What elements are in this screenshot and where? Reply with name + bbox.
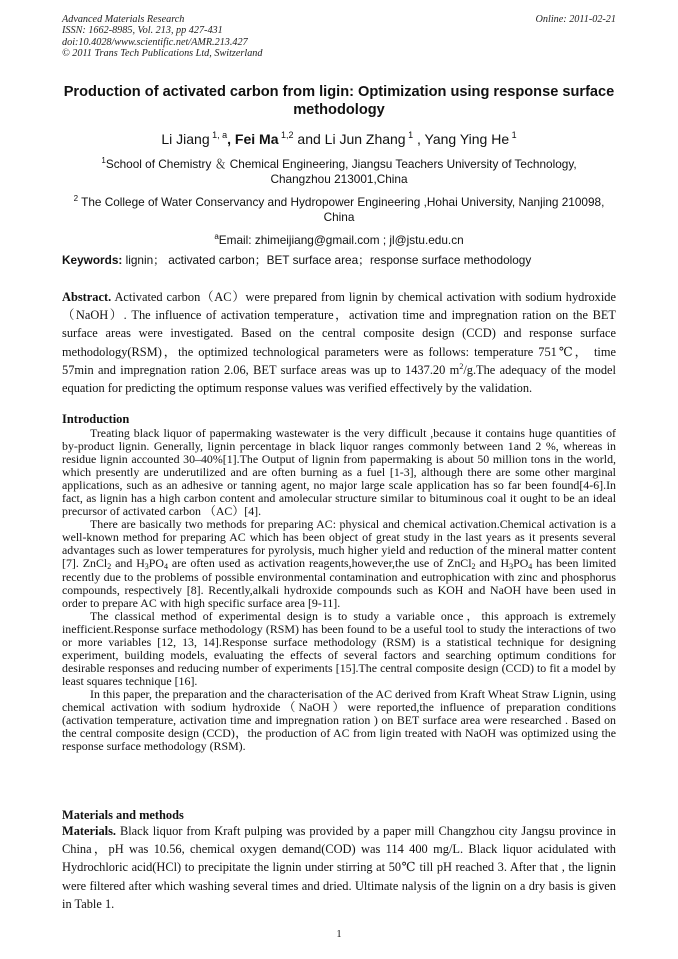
journal-name: Advanced Materials Research xyxy=(62,14,185,25)
materials-body xyxy=(62,822,616,913)
text-run: and H xyxy=(475,556,510,571)
abstract xyxy=(62,288,616,397)
keywords xyxy=(62,253,616,268)
text-run: and H xyxy=(111,556,145,571)
issn-line: ISSN: 1662-8985, Vol. 213, pp 427-431 xyxy=(62,25,223,37)
doi-line: doi:10.4028/www.scientific.net/AMR.213.427 xyxy=(62,36,248,48)
subscript: 2 xyxy=(107,562,112,572)
keywords-label: Keywords: xyxy=(62,253,123,267)
unit-sup: 2 xyxy=(459,361,464,371)
introduction-body xyxy=(62,427,616,753)
paper-title: Production of activated carbon from ligin: Optimization using response surface methodology xyxy=(63,84,615,118)
subscript: 4 xyxy=(528,562,533,572)
author-sup: 1 xyxy=(509,130,517,140)
page-number: 1 xyxy=(336,929,342,940)
affiliation-sup: 1 xyxy=(101,156,106,165)
subscript: 2 xyxy=(471,562,476,572)
subscript: 3 xyxy=(509,562,514,572)
affiliation-text: The College of Water Conservancy and Hydropower Engineering ,Hohai University, Nanjing 210098, China xyxy=(78,195,605,224)
materials-label: Materials. xyxy=(62,824,117,838)
author-sup: 1, a xyxy=(209,130,228,140)
author-sup: 1,2 xyxy=(278,130,294,140)
text-run: are often used as activation reagents,however,the use of ZnCl xyxy=(168,556,472,571)
copyright-line: © 2011 Trans Tech Publications Ltd, Switzerland xyxy=(62,47,263,59)
text-run: There are basically two methods for preparing AC: physical and chemical activation.Chemical activation is a well-known method for preparing AC which has been object of great study in the last years as it presents several advantages such as lower temperatures for pyrolysis, much higher yield and reduction of the mineral matter content [7]. ZnCl xyxy=(62,517,616,571)
online-date: Online: 2011-02-21 xyxy=(535,14,616,25)
author-name: Li Jiang xyxy=(161,131,210,147)
materials-text: Black liquor from Kraft pulping was provided by a paper mill Changzhou city Jangsu province in China，pH was 10.56, chemical oxygen demand(COD) was 114 400 mg/L. Black liquor acidulated with Hydrochloric acid(HCl) to precipitate the lignin under stirring at 50℃ till pH reached 3. After that , the lignin were filtered after which washing several times and dried. Ultimate nalysis of the lignin on a dry basis is given in Table 1. xyxy=(62,824,616,911)
keywords-text: lignin； activated carbon；BET surface area；response surface methodology xyxy=(122,253,532,267)
subscript: 3 xyxy=(144,562,149,572)
journal-header xyxy=(62,14,262,59)
text-run: has been limited recently due to the problems of possible environmental contamination and eutrophication with zinc and phosphorus compounds, respectively [8]. Recently,alkali hydroxide compounds such as KOH and NaOH have been used in order to prepare AC with high specific surface area [9-11]. xyxy=(62,556,617,610)
affiliation-sup: 2 xyxy=(73,194,79,203)
paragraph: Treating black liquor of papermaking wastewater is the very difficult ,because it contains huge quantities of by-product lignin. Generally, lignin percentage in black liquor ranges commonly between 1and 2 %, whereas in residue lignin accounted 30–40%[1].The Output of lignin from papermaking is about 50 million tons in the world, which presently are underutilized and are often burning as a fuel [1-3], although there are some other marginal applications, such as an adhesive or tanning agent, no major large scale application has so far been found[4-6].In fact, as lignin has a high carbon content and amolecular structure similar to bituminous coal it ought to be an ideal precursor of activated carbon （AC）[4]. xyxy=(62,426,616,519)
author-sup: 1 xyxy=(405,130,414,140)
text-run: PO xyxy=(513,556,529,571)
section-heading-introduction: Introduction xyxy=(62,412,130,426)
email-sup: a xyxy=(214,232,219,241)
author-list xyxy=(62,131,616,148)
email-text: Email: zhimeijiang@gmail.com ; jl@jstu.edu.cn xyxy=(218,233,464,247)
paragraph xyxy=(62,518,616,609)
text-run: PO xyxy=(148,556,164,571)
author-name: , Fei Ma xyxy=(227,131,279,147)
section-heading-materials-methods: Materials and methods xyxy=(62,808,184,822)
abstract-label: Abstract. xyxy=(62,290,112,304)
author-name: , Yang Ying He xyxy=(413,131,510,147)
paragraph: The classical method of experimental design is to study a variable once，this approach is extremely inefficient.Response surface methodology (RSM) has been found to be a useful tool to study the interactions of two or more variables [12, 13, 14].Response surface methodology (RSM) is a statistical technique for designing experiment, building models, evaluating the effects of several factors and searching optimum conditions for desirable responses and reducing number of experiments [15].The central composite design (CCD) to fit a model by least squares technique [16]. xyxy=(62,608,616,688)
affiliation-1 xyxy=(72,157,606,187)
affiliation-text: School of Chemistry ＆ Chemical Engineering, Jiangsu Teachers University of Technology, Changzhou 213001,China xyxy=(105,157,577,186)
abstract-text: /g.The adequacy of the model equation for predicting the optimum response values was verified effectively by the validation. xyxy=(62,362,616,396)
email-line xyxy=(72,233,606,248)
affiliation-2 xyxy=(72,195,606,225)
abstract-text: Activated carbon（AC）were prepared from lignin by chemical activation with sodium hydroxide（NaOH）. The influence of activation temperature，activation time and impregnation ration on the BET surface areas were investigated. Based on the central composite design (CCD) and response surface methodology(RSM)，the optimized technological parameters were as follows: temperature 751℃， time 57min and impregnation ration 2.06, BET surface areas was up to 1437.20 m xyxy=(62,290,616,377)
subscript: 4 xyxy=(164,562,168,572)
author-name: and Li Jun Zhang xyxy=(293,131,406,147)
paragraph: In this paper, the preparation and the characterisation of the AC derived from Kraft Wheat Straw Lignin, using chemical activation with sodium hydroxide（NaOH）were reported,the influence of preparation conditions (activation temperature, activation time and impregnation ration ) on BET surface area were researched . Based on the central composite design (CCD)，the production of AC from ligin treated with NaOH was optimized using the response surface methodology (RSM). xyxy=(62,686,616,754)
